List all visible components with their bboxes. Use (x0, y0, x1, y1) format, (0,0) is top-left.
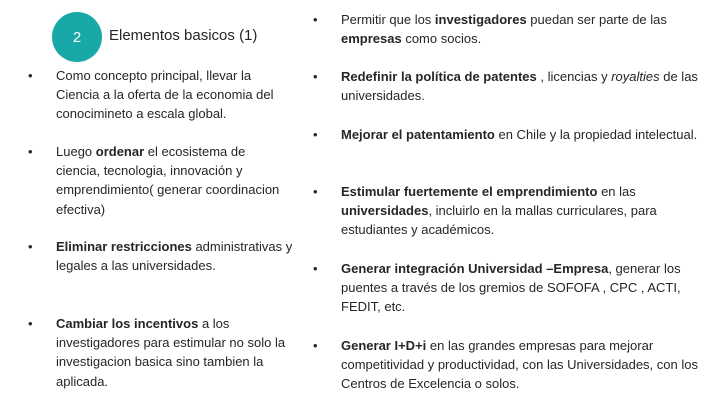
bullet-marker: • (28, 144, 33, 159)
text-run: , generar los puentes a través de los gremios de SOFOFA , CPC , ACTI, FEDIT, etc. (341, 261, 681, 315)
text-run: el ecosistema de ciencia, tecnologia, innovación y emprendimiento( generar coordinacion efectiva) (56, 144, 280, 217)
bullet-text (56, 237, 293, 275)
bullet-text (341, 259, 713, 317)
right-bullet-item-2 (313, 67, 713, 105)
right-bullet-item-1 (313, 10, 713, 48)
bullet-text (341, 10, 713, 48)
bullet-text (56, 142, 293, 219)
right-bullet-item-3 (313, 125, 713, 144)
bullet-marker: • (28, 316, 33, 331)
bullet-text (341, 182, 713, 240)
text-run: royalties (611, 69, 660, 84)
text-run: administrativas y legales a las universidades. (56, 239, 293, 274)
right-bullet-item-5 (313, 259, 713, 317)
text-run: de las universidades. (341, 69, 698, 104)
text-run: Permitir que los (341, 12, 435, 27)
right-bullet-item-4 (313, 182, 713, 240)
left-bullet-item-2 (28, 142, 293, 219)
bullet-marker: • (313, 127, 318, 142)
bullet-text (341, 67, 713, 105)
bullet-text (56, 314, 293, 391)
text-run: en Chile y la propiedad intelectual. (494, 127, 698, 142)
text-run: empresas (341, 31, 402, 47)
text-run: Mejorar el patentamiento (341, 127, 495, 142)
text-run: Generar integración Universidad –Empresa (341, 261, 609, 276)
bullet-marker: • (313, 338, 318, 353)
left-bullet-item-4 (28, 314, 293, 391)
bullet-marker: • (313, 69, 318, 84)
text-run: universidades (341, 203, 429, 219)
text-run: en las (597, 184, 636, 199)
bullet-marker: • (28, 239, 33, 254)
text-run: Redefinir la política de patentes (341, 69, 537, 84)
text-run: Cambiar los incentivos (56, 316, 199, 331)
text-run: Eliminar restricciones (56, 239, 192, 254)
bullet-marker: • (313, 184, 318, 199)
left-bullet-item-1 (28, 66, 293, 124)
text-run: como socios. (401, 31, 482, 47)
section-number: 2 (72, 28, 82, 46)
text-run: en las grandes empresas para mejorar competitividad y productividad, con las Universidades, con los Centros de Excelencia o solos. (341, 338, 698, 392)
text-run: Como concepto principal, llevar la Ciencia a la oferta de la economia del conocimineto a escala global. (56, 68, 274, 122)
text-run: , licencias y (536, 69, 612, 84)
bullet-marker: • (28, 68, 33, 83)
right-bullet-item-6 (313, 336, 713, 394)
text-run: puedan ser parte de las (526, 12, 667, 27)
text-run: Luego (56, 144, 96, 159)
bullet-text (56, 66, 293, 124)
bullet-text (341, 336, 713, 394)
bullet-marker: • (313, 261, 318, 276)
text-run: investigadores (434, 12, 527, 27)
left-bullet-item-3 (28, 237, 293, 275)
text-run: , incluirlo en la mallas curriculares, para estudiantes y académicos. (341, 203, 657, 238)
slide-title: Elementos basicos (1) (109, 27, 258, 44)
text-run: Generar I+D+i (341, 338, 427, 353)
section-number-badge (52, 12, 102, 62)
text-run: a los investigadores para estimular no solo la investigacion basica sino tambien la aplicada. (56, 316, 286, 389)
bullet-marker: • (313, 12, 318, 27)
text-run: Estimular fuertemente el emprendimiento (341, 184, 598, 199)
text-run: ordenar (95, 144, 145, 159)
bullet-text (341, 125, 713, 144)
